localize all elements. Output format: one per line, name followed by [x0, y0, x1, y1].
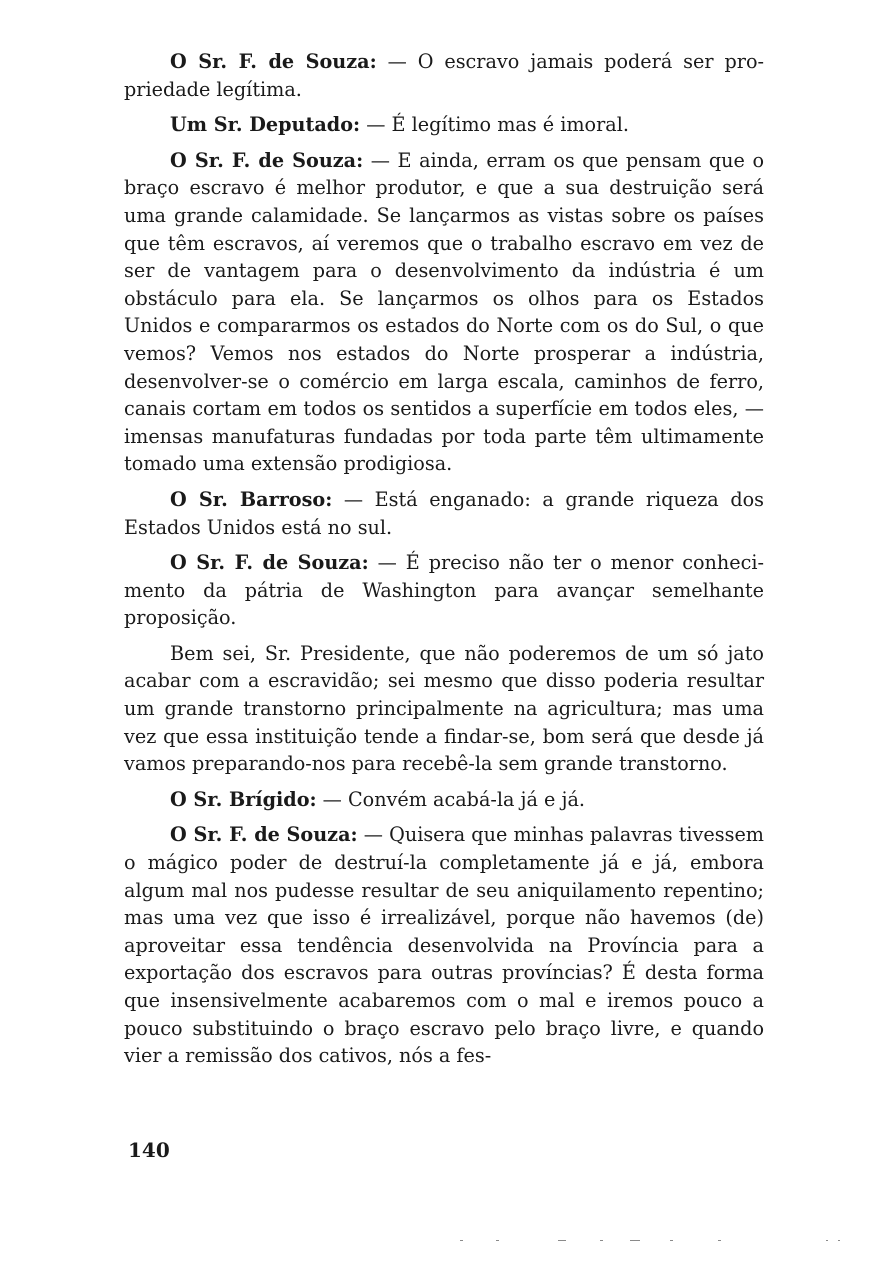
paragraph-4	[124, 486, 764, 541]
speaker-name: O Sr. F. de Souza:	[170, 50, 377, 73]
speech-text: — E ainda, erram os que pensam que o braço escravo é melhor produtor, e que a sua destruição será uma grande calamidade. Se lançarmos as vistas sobre os países que têm escravos, aí veremos que o trabalho escravo em vez de ser de vantagem para o desenvolvimento da indústria é um obstáculo para ela. Se lançarmos os olhos para os Estados Unidos e compararmos os estados do Norte com os do Sul, o que vemos? Vemos nos estados do Norte prosperar a indústria, desenvolver-se o comércio em larga escala, caminhos de ferro, canais cortam em todos os sentidos a superfície em todos eles, — imensas manufaturas fundadas por toda parte têm ultimamente tomado uma extensão prodigiosa.	[124, 148, 764, 476]
paragraph-2	[124, 111, 764, 139]
speaker-name: O Sr. Brígido:	[170, 787, 317, 811]
speech-text: — É preciso não ter o menor conhecimento da pátria de Washington para avançar semelhante proposição.	[124, 551, 764, 630]
speech-text: — É legítimo mas é imoral.	[360, 113, 629, 137]
speech-text: — Está enganado: a grande riqueza dos Estados Unidos está no sul.	[124, 487, 765, 539]
speaker-name: Um Sr. Deputado:	[170, 113, 361, 137]
speaker-name: O Sr. F. de Souza:	[170, 148, 364, 172]
speech-text: Bem sei, Sr. Presidente, que não poderemos de um só jato acabar com a escravidão; sei mesmo que disso poderia resultar um grande transtorno principalmente na agricultura; mas uma vez que essa instituição tende a findar-se, bom será que desde já vamos preparando-nos para recebê-la sem grande transtorno.	[124, 641, 764, 776]
paragraph-6	[124, 640, 764, 778]
scan-artifact-marks	[460, 1240, 850, 1244]
paragraph-8	[124, 821, 764, 1069]
speech-text: — O escravo jamais poderá ser propriedade legítima.	[124, 50, 764, 101]
page-number: 140	[128, 1138, 170, 1162]
paragraph-5	[124, 549, 764, 632]
paragraph-3	[124, 147, 764, 478]
paragraph-1	[124, 48, 764, 103]
speaker-name: O Sr. F. de Souza:	[170, 551, 369, 575]
speech-text: — Convém acabá-la já e já.	[316, 787, 585, 811]
document-page	[124, 48, 764, 1078]
paragraph-7	[124, 786, 764, 814]
speech-text: — Quisera que minhas palavras tivessem o mágico poder de destruí-la completamente já e já, embora algum mal nos pudesse resultar de seu aniquilamento repentino; mas uma vez que isso é irrealizável, porque não havemos (de) aproveitar essa tendência desenvolvida na Província para a exportação dos escravos para outras províncias? É desta forma que insensivelmente acabaremos com o mal e iremos pouco a pouco substituindo o braço escravo pelo braço livre, e quando vier a remissão dos cativos, nós a fes-	[124, 823, 764, 1068]
speaker-name: O Sr. Barroso:	[170, 487, 333, 511]
speaker-name: O Sr. F. de Souza:	[170, 823, 358, 847]
